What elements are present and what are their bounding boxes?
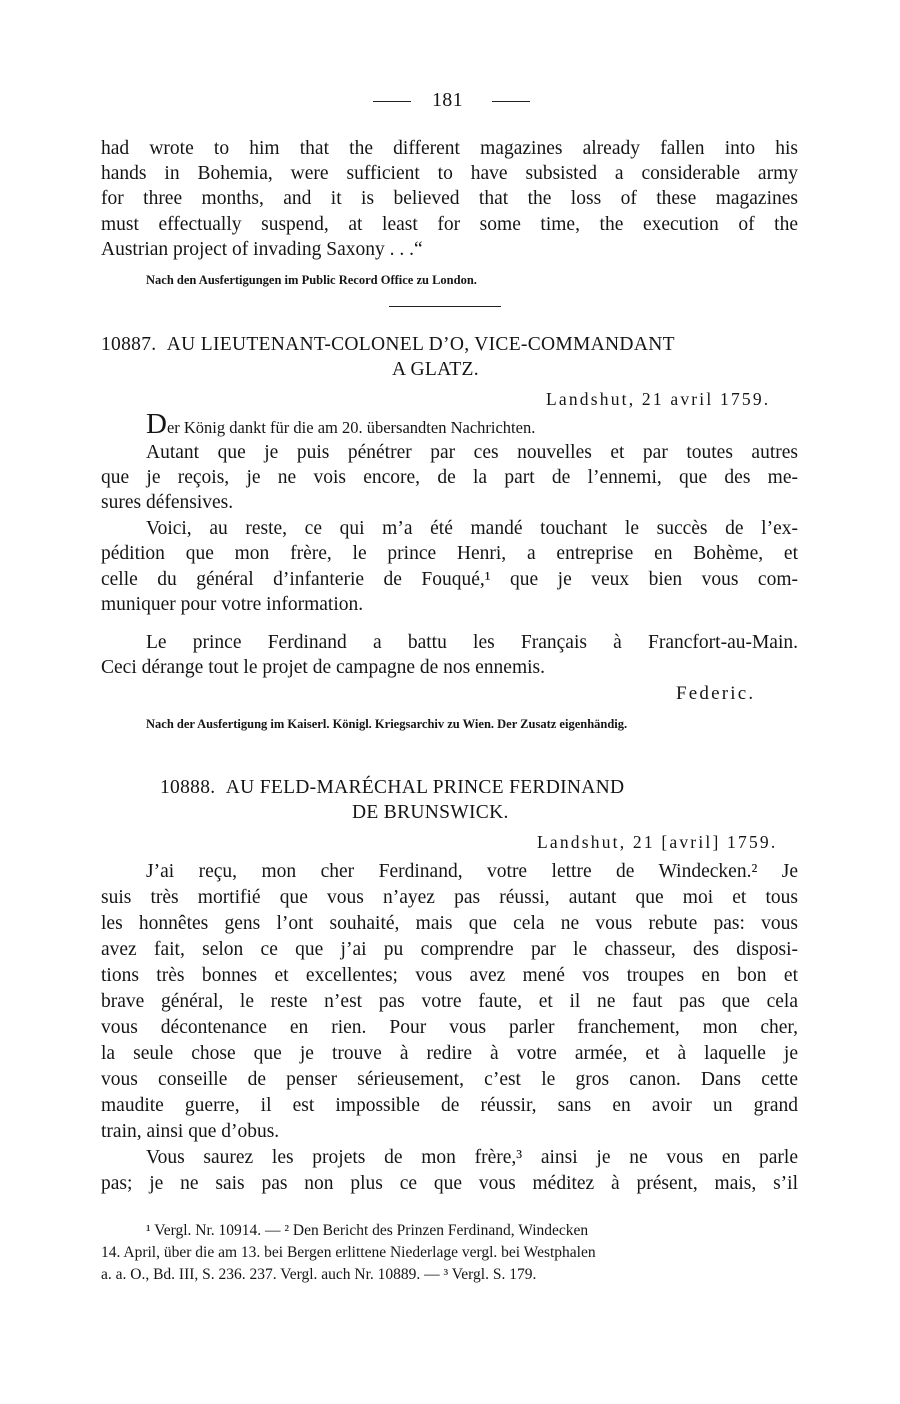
section-divider [389, 306, 501, 307]
text-line: Voici, au reste, ce qui m’a été mandé touchant le succès de l’ex- [146, 518, 798, 539]
text-line: celle du général d’infanterie de Fouqué,¹ que je veux bien vous com- [101, 569, 798, 590]
text-line: la seule chose que je trouve à redire à votre armée, et à laquelle je [101, 1043, 798, 1064]
page-number: 181 [432, 89, 463, 111]
text-line: Autant que je puis pénétrer par ces nouvelles et par toutes autres [146, 442, 798, 463]
text-line: les honnêtes gens l’ont souhaité, mais que cela ne vous rebute pas: vous [101, 913, 798, 934]
text-line: vous décontenance en rien. Pour vous parler franchement, mon cher, [101, 1017, 798, 1038]
signature: Federic. [676, 683, 756, 704]
letter-number: 10888. [160, 777, 216, 798]
letter-title: AU FELD-MARÉCHAL PRINCE FERDINAND [225, 777, 625, 798]
text-line: must effectually suspend, at least for some time, the execution of the [101, 214, 798, 235]
text-line: pas; je ne sais pas non plus ce que vous méditez à présent, mais, s’il [101, 1173, 798, 1194]
letter-title-line2: DE BRUNSWICK. [352, 802, 509, 823]
text-line: hands in Bohemia, were sufficient to have subsisted a considerable army [101, 163, 798, 184]
text-line: train, ainsi que d’obus. [101, 1121, 280, 1142]
text-line: brave général, le reste n’est pas votre faute, et il ne faut pas que cela [101, 991, 798, 1012]
text-line: avez fait, selon ce que j’ai pu comprendre par le chasseur, des disposi- [101, 939, 798, 960]
text-line: Ceci dérange tout le projet de campagne de nos ennemis. [101, 657, 546, 678]
letter-title-line2: A GLATZ. [392, 359, 479, 380]
text-line: for three months, and it is believed that the loss of these magazines [101, 188, 798, 209]
text-line: suis très mortifié que vous n’ayez pas réussi, autant que moi et tous [101, 887, 798, 908]
dateline: Landshut, 21 [avril] 1759. [537, 832, 778, 852]
text-line: maudite guerre, il est impossible de réussir, sans en avoir un grand [101, 1095, 798, 1116]
letter-number: 10887. [101, 334, 157, 355]
text-line: vous conseille de penser sérieusement, c’est le gros canon. Dans cette [101, 1069, 798, 1090]
letter-heading [160, 776, 624, 800]
text-line: que je reçois, je ne vois encore, de la part de l’ennemi, que des me- [101, 467, 798, 488]
header-rule-left [373, 101, 411, 102]
text-line: Vous saurez les projets de mon frère,³ ainsi je ne vous en parle [146, 1147, 798, 1168]
text-line: Austrian project of invading Saxony . . .“ [101, 239, 423, 260]
letter-title: AU LIEUTENANT-COLONEL D’O, VICE-COMMANDANT [166, 334, 675, 355]
letter-heading [101, 333, 675, 357]
footnote-line: a. a. O., Bd. III, S. 236. 237. Vergl. auch Nr. 10889. — ³ Vergl. S. 179. [101, 1266, 537, 1283]
text-line: tions très bonnes et excellentes; vous avez mené vos troupes en bon et [101, 965, 798, 986]
source-note: Nach den Ausfertigungen im Public Record Office zu London. [146, 273, 477, 287]
header-rule-right [492, 101, 530, 102]
intro-text: er König dankt für die am 20. übersandten Nachrichten. [166, 418, 536, 437]
text-line: pédition que mon frère, le prince Henri, a entreprise en Bohème, et [101, 543, 798, 564]
initial-letter: D [146, 408, 167, 440]
text-line: sures défensives. [101, 492, 234, 513]
dateline: Landshut, 21 avril 1759. [546, 389, 771, 409]
source-note: Nach der Ausfertigung im Kaiserl. Königl. Kriegsarchiv zu Wien. Der Zusatz eigenhändig. [146, 717, 628, 731]
text-line: J’ai reçu, mon cher Ferdinand, votre lettre de Windecken.² Je [146, 861, 798, 882]
text-line: muniquer pour votre information. [101, 594, 364, 615]
text-line: had wrote to him that the different magazines already fallen into his [101, 138, 798, 159]
footnote-line: 14. April, über die am 13. bei Bergen erlittene Niederlage vergl. bei Westphalen [101, 1244, 596, 1261]
footnote-line: ¹ Vergl. Nr. 10914. — ² Den Bericht des Prinzen Ferdinand, Windecken [146, 1222, 589, 1239]
text-line: Le prince Ferdinand a battu les Français à Francfort-au-Main. [146, 632, 798, 653]
intro-line [146, 408, 536, 440]
